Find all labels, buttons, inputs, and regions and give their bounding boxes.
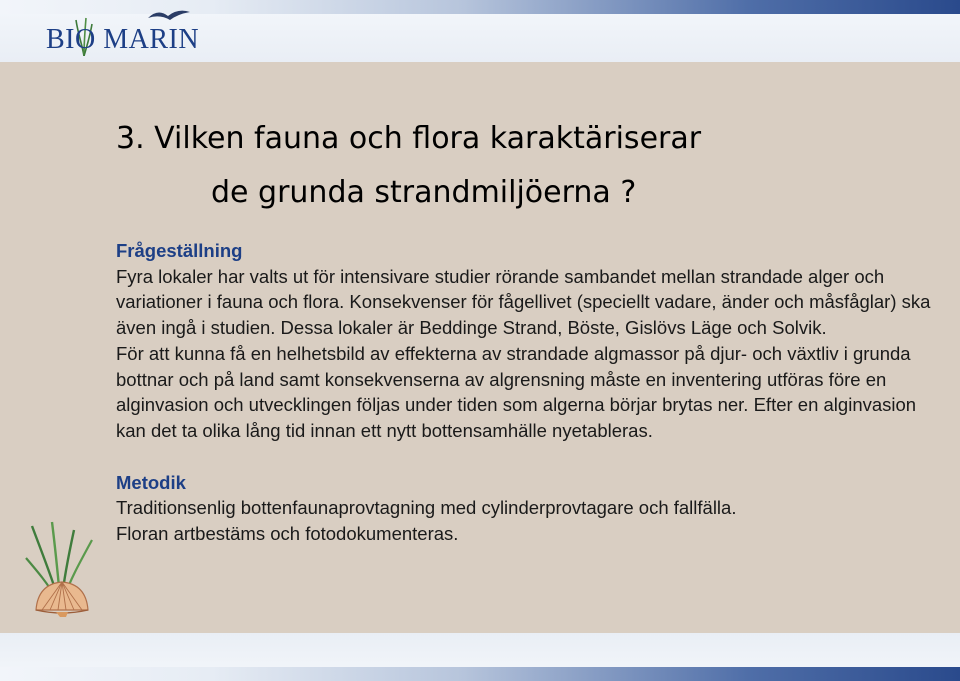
- heading-metodik: Metodik: [116, 471, 186, 493]
- heading-fragestallning: Frågeställning: [116, 240, 243, 261]
- metodik-line-2: Floran artbestäms och fotodokumenteras.: [116, 523, 459, 545]
- metodik-line-1: Traditionsenlig bottenfaunaprovtagning med cylinderprovtagare och fallfälla.: [116, 497, 737, 519]
- title-line-1: 3. Vilken fauna och flora karaktäriserar: [116, 121, 702, 156]
- footer-gradient-stripe: [0, 667, 960, 681]
- header-gradient-stripe: [0, 0, 960, 14]
- slide-title: [116, 112, 916, 220]
- shell-with-seagrass-icon: [22, 518, 102, 618]
- footer-band: [0, 633, 960, 681]
- biomarin-logo: [46, 14, 226, 58]
- paragraph-helhetsbild: För att kunna få en helhetsbild av effekterna av strandade algmassor på djur- och växtliv i grunda bottnar och på land samt konsekvenserna av algrensning måste en inventering utföras före en alginvasion och utvecklingen följas under tiden som algerna börjar brytas ner. Efter en alginvasion kan det ta olika lång tid innan ett nytt bottensamhälle nyetableras.: [116, 342, 917, 441]
- bird-icon: [146, 6, 192, 26]
- logo-text: BIO MARIN: [46, 24, 200, 55]
- slide-content: [116, 238, 936, 547]
- title-line-2: de grunda strandmiljöerna ?: [211, 175, 637, 210]
- paragraph-lokaler: Fyra lokaler har valts ut för intensivare studier rörande sambandet mellan strandade alger och variationer i fauna och flora. Konsekvenser för fågellivet (speciellt vadare, änder och måsfåglar) ska även ingå i studien. Dessa lokaler är Beddinge Strand, Böste, Gislövs Läge och Solvik.: [116, 265, 931, 339]
